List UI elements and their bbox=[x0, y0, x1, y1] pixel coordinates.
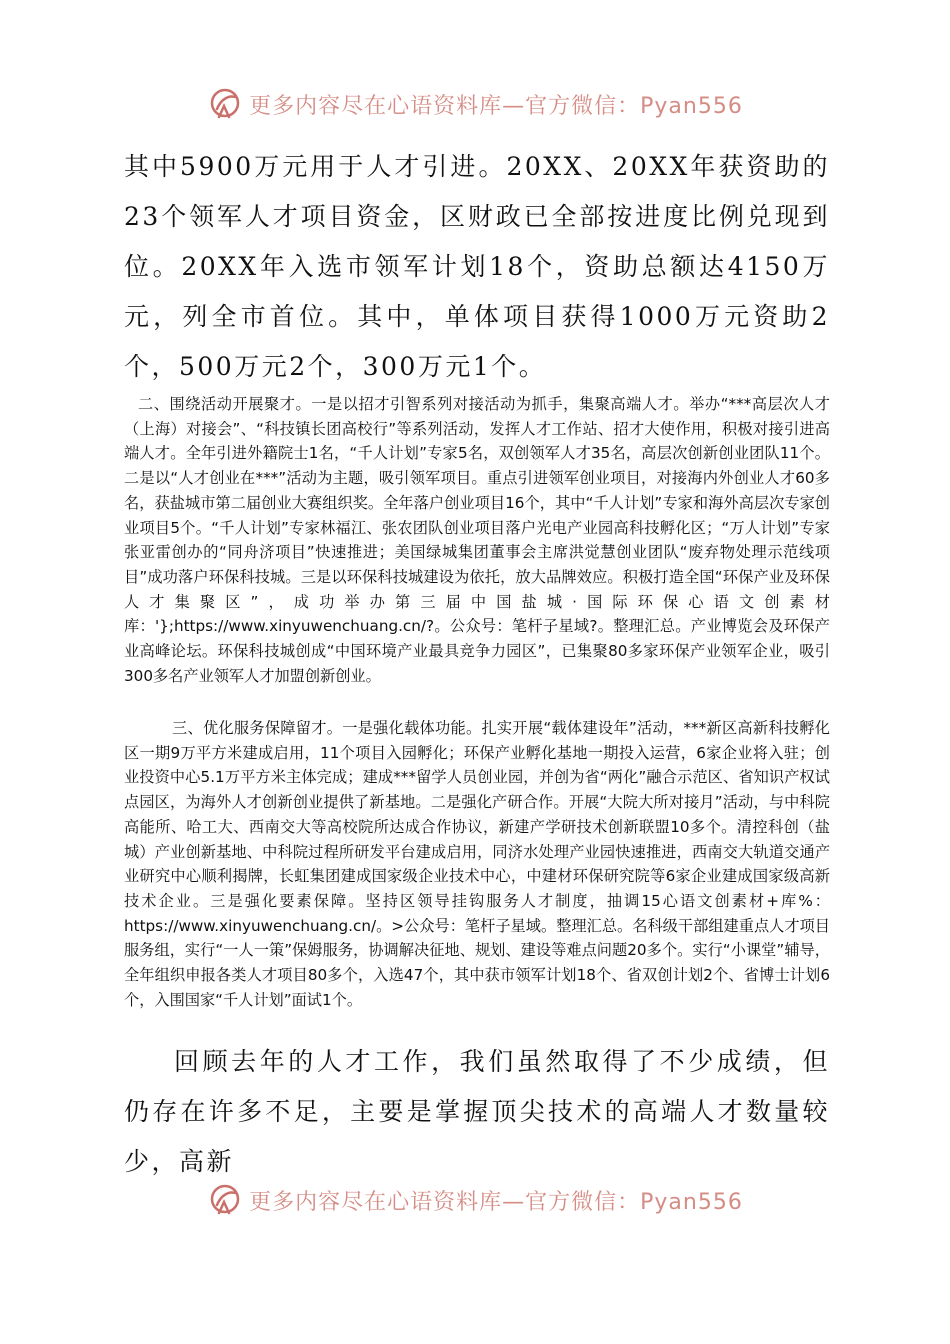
banner-text: 更多内容尽在心语资料库—官方微信：Pyan556 bbox=[249, 1189, 743, 1215]
ribbon-logo-icon bbox=[207, 1183, 243, 1217]
footer-banner bbox=[0, 1180, 950, 1220]
ribbon-logo-icon bbox=[207, 87, 243, 121]
paragraph-section-three: 三、优化服务保障留才。一是强化载体功能。扎实开展“载体建设年”活动，***新区高新科技孵化区一期9万平方米建成启用，11个项目入园孵化；环保产业孵化基地一期投入运营，6家企业将入驻；创业投资中心5.1万平方米主体完成；建成***留学人员创业园，并创为省“两化”融合示范区、省知识产权试点园区，为海外人才创新创业提供了新基地。二是强化产研合作。开展“大院大所对接月”活动，与中科院高能所、哈工大、西南交大等高校院所达成合作协议，新建产学研技术创新联盟10多个。清控科创（盐城）产业创新基地、中科院过程所研发平台建成启用，同济水处理产业园快速推进，西南交大轨道交通产业研究中心顺利揭牌，长虹集团建成国家级企业技术中心，中建材环保研究院等6家企业建成国家级高新技术企业。三是强化要素保障。坚持区领导挂钩服务人才制度，抽调15心语文创素材+库%：https://www.xinyuwenchuang.cn/。>公众号：笔杆子星域。整理汇总。名科级干部组建重点人才项目服务组，实行“一人一策”保姆服务，协调解决征地、规划、建设等难点问题20多个。实行“小课堂”辅导，全年组织申报各类人才项目80多个，入选47个，其中获市领军计划18个、省双创计划2个、省博士计划6个，入围国家“千人计划”面试1个。 bbox=[124, 719, 830, 1009]
paragraph-section-two: 二、围绕活动开展聚才。一是以招才引智系列对接活动为抓手，集聚高端人才。举办“***高层次人才（上海）对接会”、“科技镇长团高校行”等系列活动，发挥人才工作站、招才大使作用，积极对接引进高端人才。全年引进外籍院士1名，“千人计划”专家5名，双创领军人才35名，高层次创新创业团队11个。二是以“人才创业在***”活动为主题，吸引领军项目。重点引进领军创业项目，对接海内外创业人才60多名，获盐城市第二届创业大赛组织奖。全年落户创业项目16个，其中“千人计划”专家和海外高层次专家创业项目5个。“千人计划”专家林福江、张农团队创业项目落户光电产业园高科技孵化区；“万人计划”专家张亚雷创办的“同舟济项目”快速推进；美国绿城集团董事会主席洪觉慧创业团队“废弃物处理示范线项目”成功落户环保科技城。三是以环保科技城建设为依托，放大品牌效应。积极打造全国“环保产业及环保人才集聚区”，成功举办第三届中国盐城·国际环保心语文创素材库：'};https://www.xinyuwenchuang.cn/?。公众号：笔杆子星域?。整理汇总。产业博览会及环保产业高峰论坛。环保科技城创成“中国环境产业最具竞争力园区”，已集聚80多家环保产业领军企业，吸引300多名产业领军人才加盟创新创业。 bbox=[124, 395, 830, 685]
header-banner bbox=[0, 84, 950, 124]
paragraph-review: 回顾去年的人才工作，我们虽然取得了不少成绩，但仍存在许多不足，主要是掌握顶尖技术的高端人才数量较少，高新 bbox=[124, 1047, 830, 1176]
paragraph-continuation: 其中5900万元用于人才引进。20XX、20XX年获资助的23个领军人才项目资金，区财政已全部按进度比例兑现到位。20XX年入选市领军计划18个，资助总额达4150万元，列全市首位。其中，单体项目获得1000万元资助2个，500万元2个，300万元1个。 bbox=[124, 152, 830, 381]
banner-text: 更多内容尽在心语资料库—官方微信：Pyan556 bbox=[249, 93, 743, 119]
